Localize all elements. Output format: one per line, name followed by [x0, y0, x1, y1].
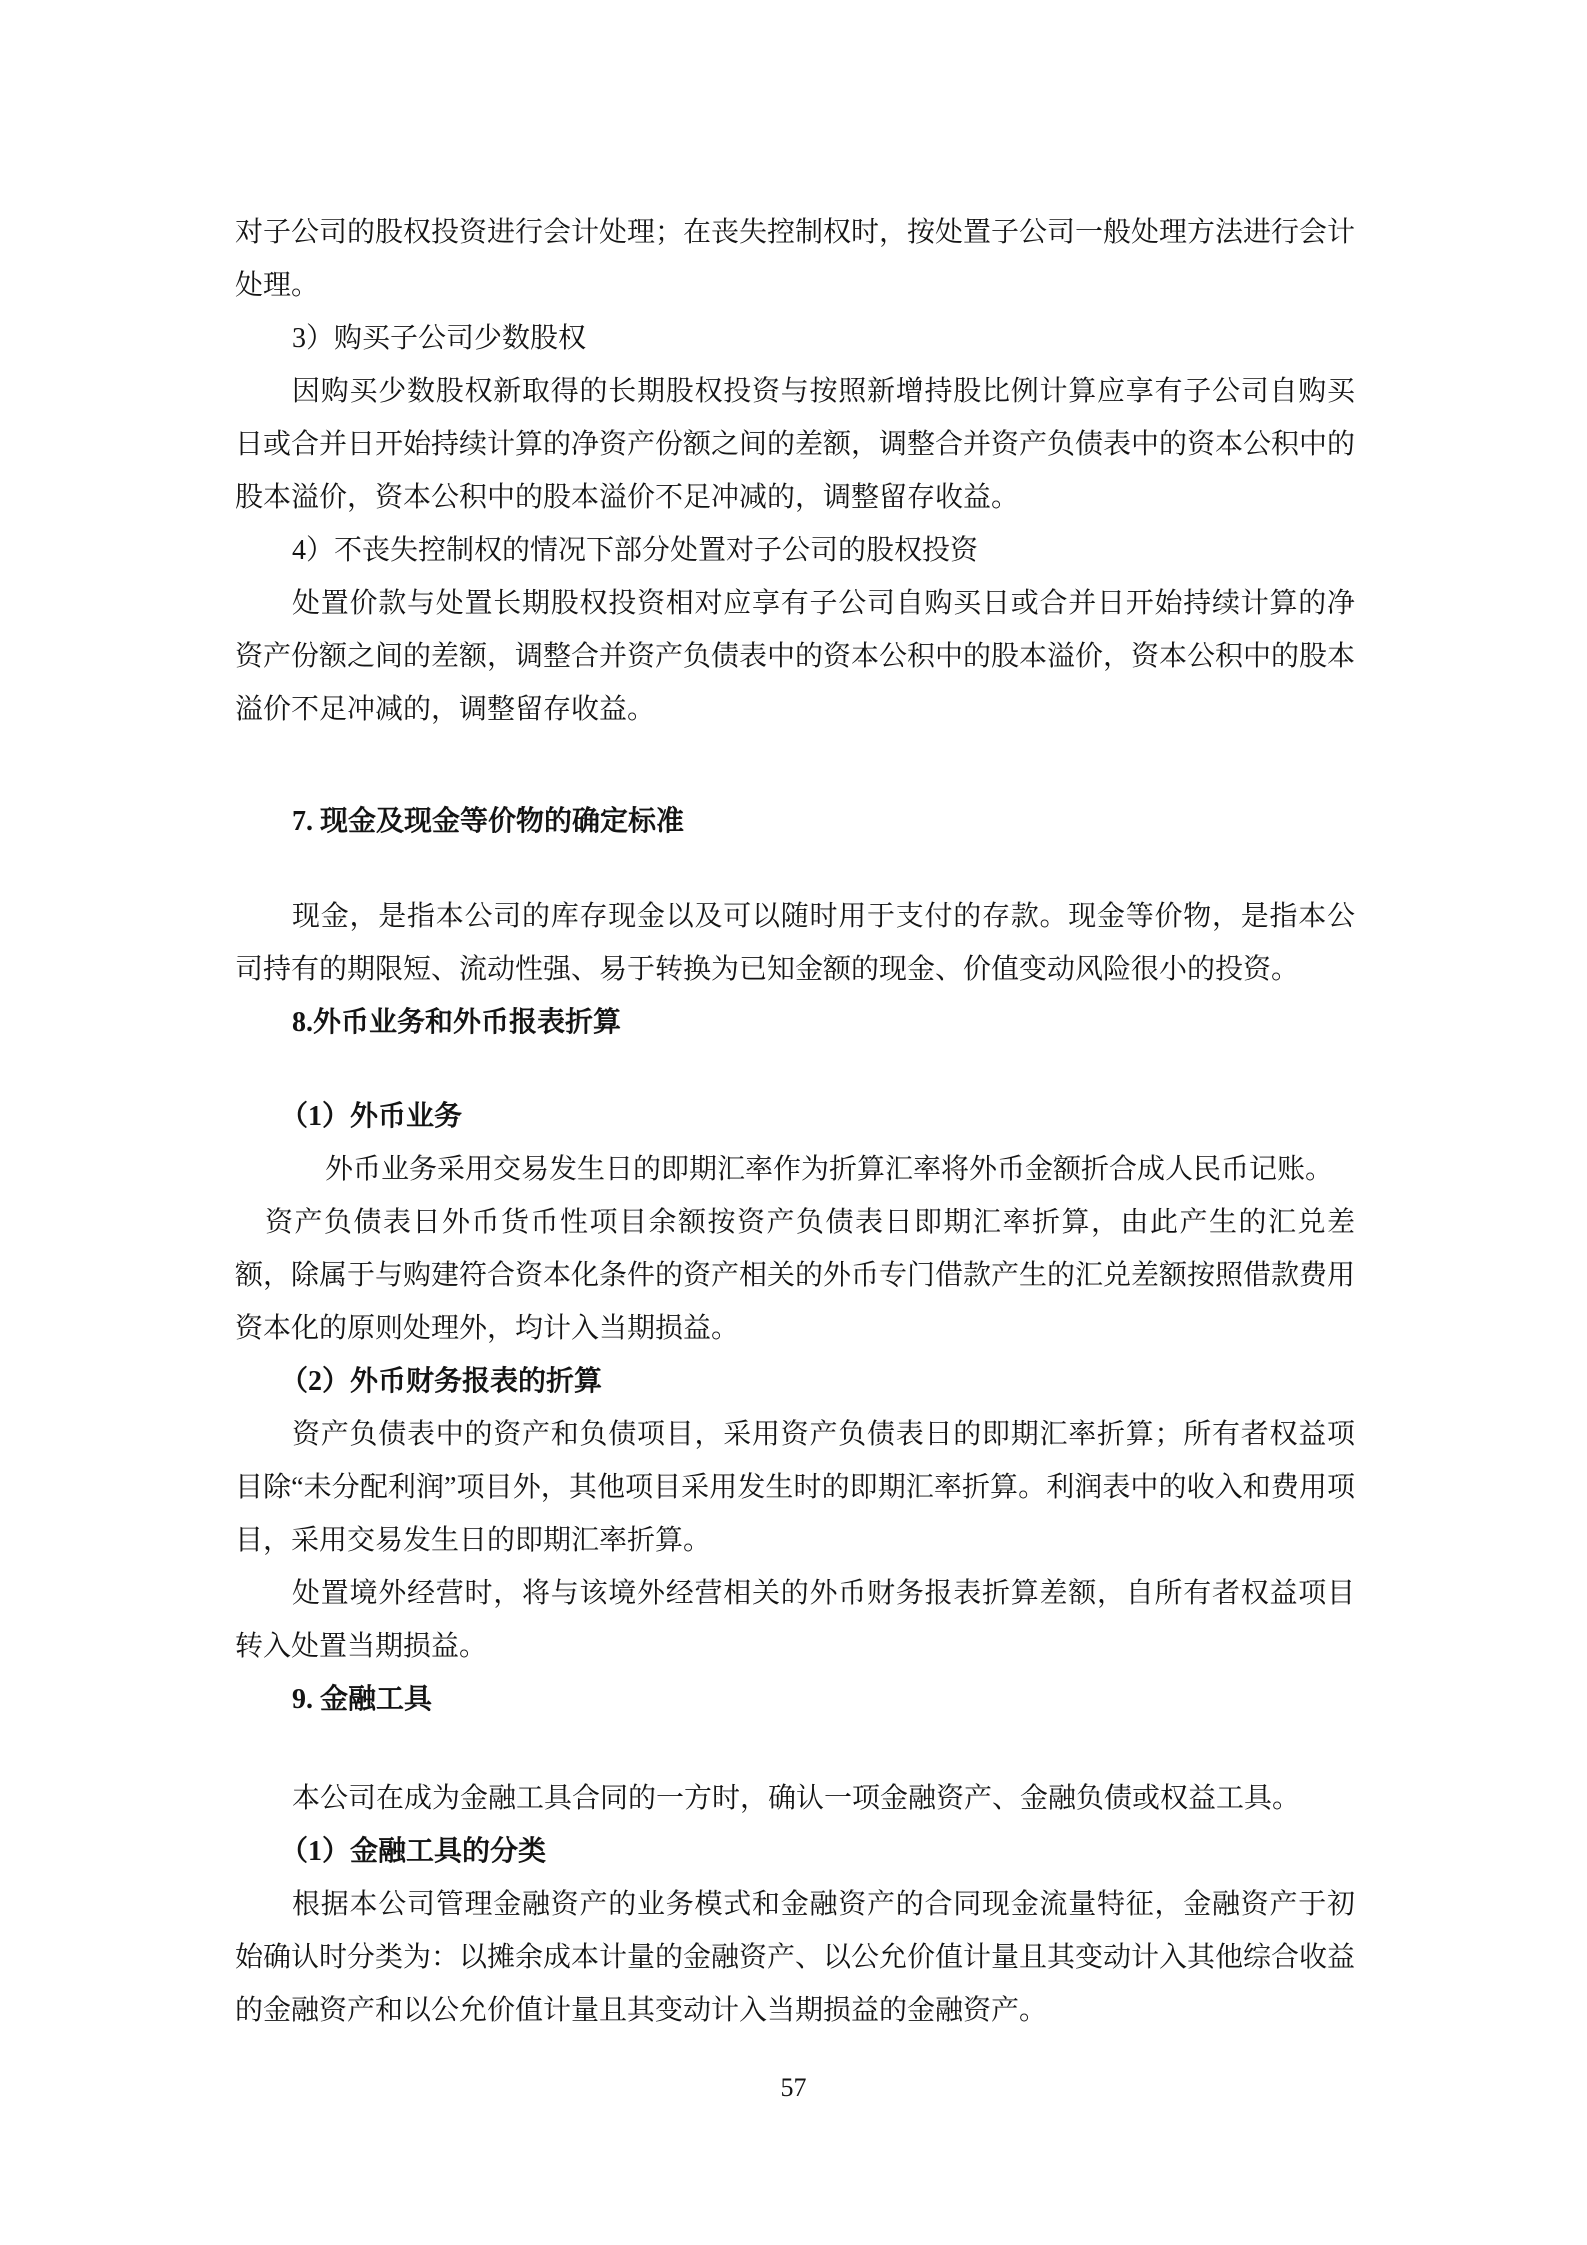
page-number: 57 — [780, 2073, 807, 2102]
paragraph: 外币业务采用交易发生日的即期汇率作为折算汇率将外币金额折合成人民币记账。 — [325, 1154, 1334, 1185]
list-item-3: 3）购买子公司少数股权 — [292, 323, 587, 354]
text-column — [235, 206, 1355, 2037]
paragraph: 处置价款与处置长期股权投资相对应享有子公司自购买日或合并日开始持续计算的净资产份额之间的差额，调整合并资产负债表中的资本公积中的股本溢价，资本公积中的股本溢价不足冲减的，调整留存收益。 — [235, 588, 1356, 725]
sub-heading-8-1: （1）外币业务 — [280, 1101, 463, 1132]
paragraph: 资产负债表中的资产和负债项目，采用资产负债表日的即期汇率折算；所有者权益项目除“未分配利润”项目外，其他项目采用发生时的即期汇率折算。利润表中的收入和费用项目，采用交易发生日的即期汇率折算。 — [235, 1419, 1355, 1556]
section-heading-9: 9. 金融工具 — [292, 1684, 433, 1715]
paragraph: 本公司在成为金融工具合同的一方时，确认一项金融资产、金融负债或权益工具。 — [292, 1783, 1301, 1814]
paragraph: 资产负债表日外币货币性项目余额按资产负债表日即期汇率折算，由此产生的汇兑差额，除属于与购建符合资本化条件的资产相关的外币专门借款产生的汇兑差额按照借款费用资本化的原则处理外，均计入当期损益。 — [235, 1207, 1356, 1344]
sub-heading-8-2: （2）外币财务报表的折算 — [280, 1366, 603, 1397]
section-heading-8: 8.外币业务和外币报表折算 — [292, 1007, 622, 1038]
paragraph: 处置境外经营时，将与该境外经营相关的外币财务报表折算差额，自所有者权益项目转入处置当期损益。 — [235, 1578, 1355, 1662]
list-item-4: 4）不丧失控制权的情况下部分处置对子公司的股权投资 — [292, 535, 979, 566]
paragraph: 现金，是指本公司的库存现金以及可以随时用于支付的存款。现金等价物，是指本公司持有的期限短、流动性强、易于转换为已知金额的现金、价值变动风险很小的投资。 — [235, 901, 1355, 985]
paragraph-continuation: 对子公司的股权投资进行会计处理；在丧失控制权时，按处置子公司一般处理方法进行会计处理。 — [235, 217, 1356, 301]
sub-heading-9-1: （1）金融工具的分类 — [280, 1836, 547, 1867]
paragraph: 因购买少数股权新取得的长期股权投资与按照新增持股比例计算应享有子公司自购买日或合并日开始持续计算的净资产份额之间的差额，调整合并资产负债表中的资本公积中的股本溢价，资本公积中的股本溢价不足冲减的，调整留存收益。 — [235, 376, 1356, 513]
paragraph: 根据本公司管理金融资产的业务模式和金融资产的合同现金流量特征，金融资产于初始确认时分类为：以摊余成本计量的金融资产、以公允价值计量且其变动计入其他综合收益的金融资产和以公允价值计量且其变动计入当期损益的金融资产。 — [235, 1889, 1356, 2026]
section-heading-7: 7. 现金及现金等价物的确定标准 — [292, 806, 685, 837]
